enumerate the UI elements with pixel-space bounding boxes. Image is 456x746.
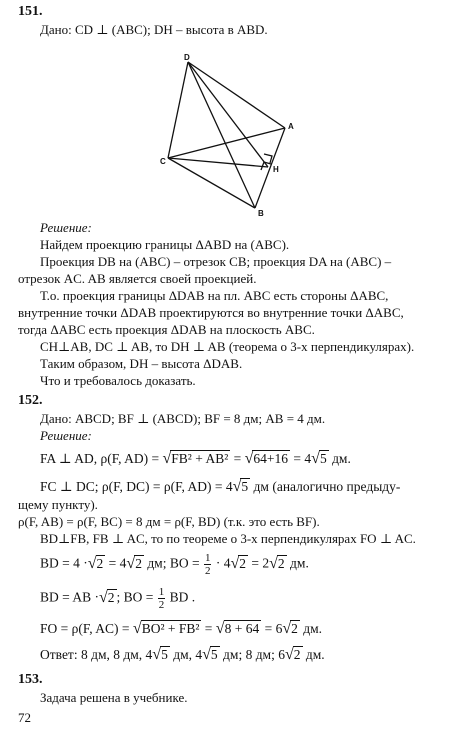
eq-1-result: = 4 [293, 451, 312, 466]
eq-5-f: дм. [290, 555, 309, 571]
eq-1-unit: дм. [332, 451, 351, 466]
problem-153-number: 153. [18, 672, 43, 687]
edge-DH [188, 62, 268, 167]
edge-CH [168, 158, 268, 167]
problem-151-figure [160, 50, 310, 220]
eq-7-r2: 8 + 64 [224, 621, 260, 636]
answer-a: Ответ: 8 дм, 8 дм, 4 [40, 647, 153, 662]
eq-1-radicand-2: 64+16 [253, 451, 289, 466]
p151-line-5: внутренние точки ΔDAB проектируются во внутренние точки ΔABC, [18, 305, 404, 320]
p151-line-8: Таким образом, DH – высота ΔDAB. [40, 356, 243, 371]
eq-3: ρ(F, AB) = ρ(F, BC) = 8 дм = ρ(F, BD) (т.к. это есть BF). [18, 514, 320, 529]
eq-5-c: дм; BO = [147, 555, 200, 571]
answer-c: дм; 8 дм; 6 [223, 647, 285, 662]
page-number: 72 [18, 710, 31, 725]
eq-2-left: FC ⊥ DC; ρ(F, DC) = ρ(F, AD) = 4 [40, 479, 233, 494]
eq-7-r3: 2 [291, 621, 298, 636]
eq-5-r2: 2 [135, 555, 142, 571]
answer-r1: 5 [161, 647, 168, 662]
solution-label-151: Решение: [40, 220, 92, 235]
eq-5: BD = 4 ·√2 = 4√2 дм; BO = $\frac{1}{2}$ · 4√2 = 2√2 дм. [40, 552, 309, 577]
edge-CB [168, 158, 255, 208]
answer-b: дм, 4 [173, 647, 203, 662]
edge-CA [168, 128, 285, 158]
eq-5-a: BD = 4 · [40, 555, 88, 571]
edge-DC [168, 62, 188, 158]
p151-line-7: CH⊥AB, DC ⊥ AB, то DH ⊥ AB (теорема о 3-х перпендикулярах). [40, 339, 415, 354]
answer-r3: 2 [293, 647, 301, 662]
right-angle-mark [264, 154, 272, 163]
problem-151-given: Дано: CD ⊥ (ABC); DH – высота в ABD. [40, 22, 268, 37]
eq-7-b: = [204, 621, 213, 636]
p151-line-6: тогда ΔABC есть проекция ΔDAB на плоскость ABC. [18, 322, 315, 337]
eq-4: BD⊥FB, FB ⊥ AC, то по теореме о 3-х перпендикулярах FO ⊥ AC. [40, 531, 416, 546]
eq-7-r1: BO² + FB² [141, 621, 200, 636]
edge-DB [188, 62, 255, 208]
eq-1-left: FA ⊥ AD, ρ(F, AD) = [40, 451, 160, 466]
eq-5-fraction: $\frac{1}{2}$ [204, 552, 211, 577]
eq-2-unit: дм (аналогично предыду- [253, 479, 401, 494]
problem-151-number: 151. [18, 4, 43, 19]
eq-7-a: FO = ρ(F, AC) = [40, 621, 130, 636]
solution-label-152: Решение: [40, 428, 92, 443]
label-H: H [273, 165, 279, 174]
answer-d: дм. [305, 647, 325, 662]
p151-line-9: Что и требовалось доказать. [40, 373, 196, 388]
p151-line-1: Найдем проекцию границы ΔABD на (ABC). [40, 237, 290, 252]
eq-5-r1: 2 [96, 555, 104, 571]
eq-6-fraction: $\frac{1}{2}$ [158, 586, 165, 611]
problem-152-number: 152. [18, 393, 43, 408]
answer-152: Ответ: 8 дм, 8 дм, 4√5 дм, 4√5 дм; 8 дм; 6√2 дм. [40, 646, 325, 663]
eq-6: BD = AB ·√2 ; BO = $\frac{1}{2}$ BD . [40, 586, 196, 611]
eq-1: FA ⊥ AD, ρ(F, AD) = √FB² + AB² = √64+16 = 4√5 дм. [40, 450, 351, 467]
label-D: D [184, 53, 190, 62]
p151-line-3: отрезок AC. AB является своей проекцией. [18, 271, 257, 286]
p151-line-4: Т.о. проекция границы ΔDAB на пл. ABC есть стороны ΔABC, [40, 288, 389, 303]
answer-r2: 5 [210, 647, 218, 662]
problem-152-given: Дано: ABCD; BF ⊥ (ABCD); BF = 8 дм; AB = 4 дм. [40, 411, 326, 426]
eq-6-r: 2 [107, 589, 115, 605]
eq-5-b: = 4 [108, 555, 127, 571]
eq-7-c: = 6 [264, 621, 283, 636]
label-A: A [288, 122, 294, 131]
eq-1-equals: = [233, 451, 242, 466]
eq-2: FC ⊥ DC; ρ(F, DC) = ρ(F, AD) = 4√5 дм (аналогично предыду- [40, 478, 401, 495]
eq-2-continuation: щему пункту). [18, 497, 98, 512]
eq-7-d: дм. [303, 621, 323, 636]
eq-5-e: = 2 [251, 555, 270, 571]
p151-line-2: Проекция DB на (ABC) – отрезок CB; проекция DA на (ABC) – [40, 254, 392, 269]
eq-1-radicand-1: FB² + AB² [171, 451, 229, 466]
eq-6-a: BD = AB · [40, 589, 99, 605]
eq-5-d: · 4 [215, 555, 231, 571]
eq-2-radicand: 5 [241, 479, 249, 494]
label-B: B [258, 209, 264, 218]
eq-5-r4: 2 [277, 555, 285, 571]
eq-5-r3: 2 [239, 555, 246, 571]
label-C: C [160, 157, 166, 166]
edge-AB [255, 128, 285, 208]
problem-153-text: Задача решена в учебнике. [40, 690, 188, 705]
eq-7: FO = ρ(F, AC) = √BO² + FB² = √8 + 64 = 6√2 дм. [40, 620, 323, 637]
eq-6-c: BD . [169, 589, 196, 605]
eq-6-b: ; BO = [116, 589, 154, 605]
eq-1-radicand-3: 5 [319, 451, 327, 466]
